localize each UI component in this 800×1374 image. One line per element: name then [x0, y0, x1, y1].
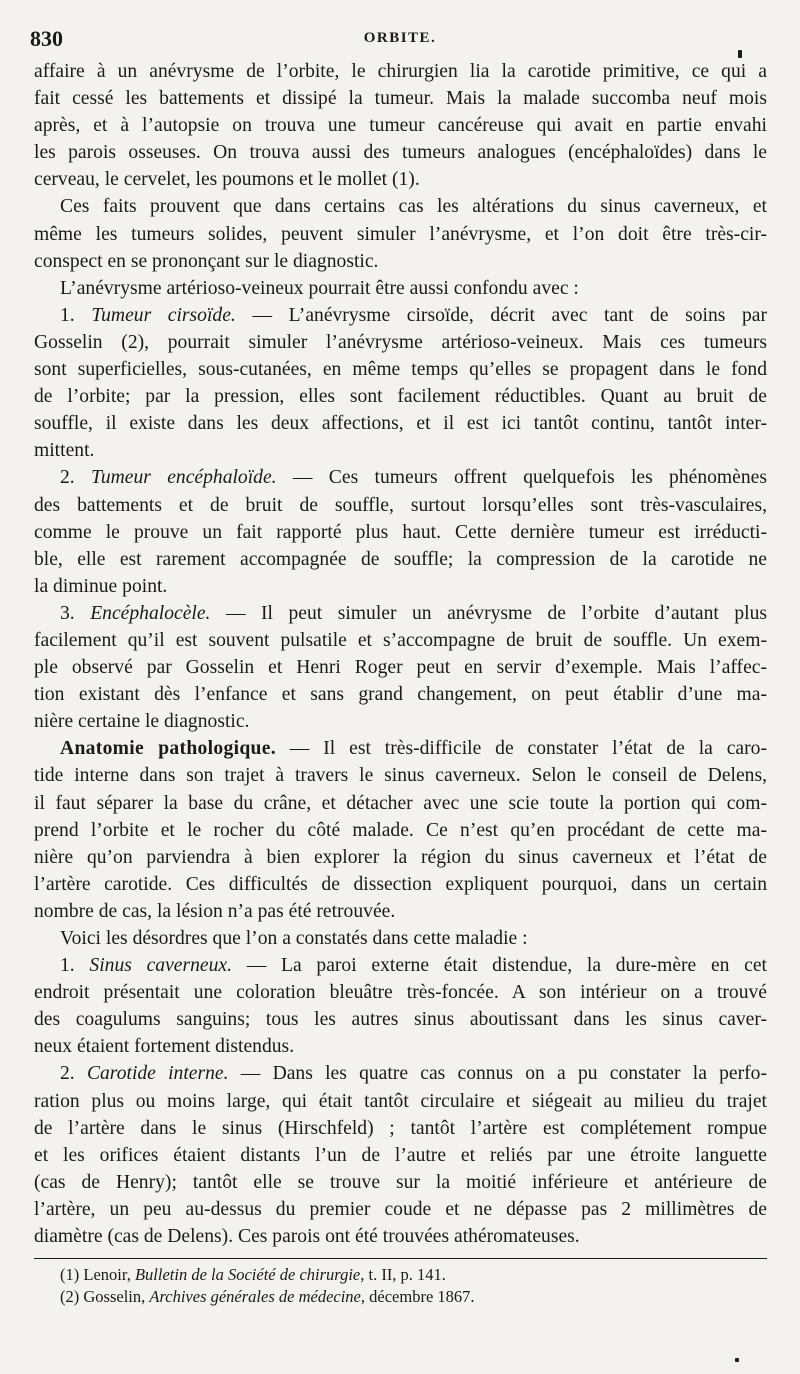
line-text: sont superficielles, sous-cutanées, en même temps qu’elles se propagent dans le fond — [34, 359, 767, 381]
text-line — [34, 654, 767, 681]
text-line — [34, 573, 767, 600]
line-text: et les orifices étaient distants l’un de l’autre et reliés par une étroite languette — [34, 1144, 767, 1166]
footnote-title: Archives générales de médecine, — [149, 1287, 366, 1306]
text-line — [34, 464, 767, 491]
line-text: — L’anévrysme cirsoïde, décrit avec tant de soins par — [235, 304, 767, 326]
line-text: L’anévrysme artérioso-veineux pourrait être aussi confondu avec : — [60, 277, 579, 299]
item-heading: Sinus caverneux. — [89, 955, 232, 977]
line-text: fait cessé les battements et dissipé la tumeur. Mais la malade succomba neuf mois — [34, 88, 767, 110]
text-line — [34, 708, 767, 735]
text-line — [34, 735, 767, 762]
section-heading: Anatomie pathologique. — [60, 738, 276, 760]
line-text: de l’orbite; par la pression, elles sont facilement réductibles. Quant au bruit de — [34, 386, 767, 408]
line-text: endroit présentait une coloration bleuâtre très-foncée. A son intérieur on a trouvé — [34, 982, 767, 1004]
text-line — [34, 600, 767, 627]
footnote — [60, 1264, 760, 1286]
footnote-title: Bulletin de la Société de chirurgie, — [134, 1265, 365, 1284]
text-line — [34, 1196, 767, 1223]
line-text: l’artère, un peu au-dessus du premier coude et ne dépasse pas 2 millimètres de — [34, 1198, 767, 1220]
text-line — [34, 248, 767, 275]
text-line — [34, 410, 767, 437]
item-number: 2. — [60, 1063, 87, 1085]
ink-mark — [738, 50, 742, 58]
line-text: il faut séparer la base du crâne, et détacher avec une scie toute la portion qui com- — [34, 792, 767, 814]
text-line — [34, 681, 767, 708]
text-line — [34, 329, 767, 356]
text-line — [34, 790, 767, 817]
text-line — [34, 1060, 767, 1087]
line-text: facilement qu’il est souvent pulsatile et s’accompagne de bruit de souffle. Un exem- — [34, 629, 767, 651]
text-line — [34, 221, 767, 248]
item-number: 3. — [60, 602, 91, 624]
line-text: souffle, il existe dans les deux affections, et il est ici tantôt continu, tantôt inter- — [34, 413, 767, 435]
text-line — [34, 1088, 767, 1115]
text-line — [34, 193, 767, 220]
text-line — [34, 871, 767, 898]
text-line — [34, 762, 767, 789]
line-text: même les tumeurs solides, peuvent simuler l’anévrysme, et l’on doit être très-cir- — [34, 223, 767, 245]
text-line — [34, 844, 767, 871]
text-line — [34, 166, 767, 193]
footnote-rest: t. II, p. 141. — [364, 1265, 446, 1284]
footnote — [60, 1286, 760, 1308]
line-text: affaire à un anévrysme de l’orbite, le chirurgien lia la carotide primitive, ce qui a — [34, 61, 767, 82]
text-line — [34, 437, 767, 464]
item-number: 1. — [60, 304, 92, 326]
line-text: nière certaine le diagnostic. — [34, 711, 250, 733]
text-line — [34, 898, 767, 925]
body-text — [34, 58, 767, 1250]
line-text: — Dans les quatre cas connus on a pu constater la perfo- — [228, 1063, 767, 1085]
line-text: des coagulums sanguins; tous les autres sinus aboutissant dans les sinus caver- — [34, 1009, 767, 1031]
item-number: 1. — [60, 955, 90, 977]
line-text: prend l’orbite et le rocher du côté malade. Ce n’est qu’en procédant de cette ma- — [34, 819, 767, 841]
line-text: diamètre (cas de Delens). Ces parois ont été trouvées athéromateuses. — [34, 1226, 580, 1248]
line-text: neux étaient fortement distendus. — [34, 1036, 295, 1058]
text-line — [34, 546, 767, 573]
text-line — [34, 85, 767, 112]
text-line — [34, 925, 767, 952]
text-line — [34, 302, 767, 329]
text-line — [34, 952, 767, 979]
line-text: — Ces tumeurs offrent quelquefois les phénomènes — [276, 467, 767, 489]
line-text: ration plus ou moins large, qui était tantôt circulaire et siégeait au milieu du trajet — [34, 1090, 767, 1112]
line-text: ple observé par Gosselin et Henri Roger peut en servir d’exemple. Mais l’affec- — [34, 657, 767, 679]
line-text: — La paroi externe était distendue, la dure-mère en cet — [232, 955, 767, 977]
item-heading: Tumeur cirsoïde. — [91, 304, 236, 326]
item-heading: Encéphalocèle. — [90, 602, 211, 624]
footnote-rest: décembre 1867. — [365, 1287, 475, 1306]
text-line — [34, 1006, 767, 1033]
footnote-rule — [34, 1258, 767, 1259]
text-line — [34, 1169, 767, 1196]
text-line — [34, 1115, 767, 1142]
page-number: 830 — [30, 26, 63, 51]
text-line — [34, 275, 767, 302]
text-line — [34, 492, 767, 519]
line-text: Gosselin (2), pourrait simuler l’anévrysme artérioso-veineux. Mais ces tumeurs — [34, 331, 767, 353]
text-line — [34, 1142, 767, 1169]
footnote-author: Lenoir, — [83, 1265, 135, 1284]
line-text: — Il peut simuler un anévrysme de l’orbite d’autant plus — [210, 602, 767, 624]
text-line — [34, 1223, 767, 1250]
text-line — [34, 356, 767, 383]
text-line — [34, 383, 767, 410]
running-title: ORBITE. — [363, 30, 437, 46]
page-header — [30, 26, 770, 56]
line-text: ble, elle est rarement accompagnée de souffle; la compression de la carotide ne — [34, 548, 767, 570]
line-text: comme le prouve un fait rapporté plus haut. Cette dernière tumeur est irréducti- — [34, 521, 767, 543]
line-text: nière qu’on parviendra à bien explorer la région du sinus caverneux et l’état de — [34, 846, 767, 868]
text-line — [34, 817, 767, 844]
line-text: Voici les désordres que l’on a constatés dans cette maladie : — [60, 928, 528, 949]
text-line — [34, 1033, 767, 1060]
line-text: après, et à l’autopsie on trouva une tumeur cancéreuse qui avait en partie envahi — [34, 115, 767, 137]
line-text: (cas de Henry); tantôt elle se trouve sur la moitié inférieure et antérieure de — [34, 1171, 767, 1193]
line-text: — Il est très-difficile de constater l’état de la caro- — [275, 738, 767, 760]
item-number: 2. — [60, 467, 92, 489]
text-line — [34, 519, 767, 546]
text-line — [34, 112, 767, 139]
line-text: la diminue point. — [34, 575, 168, 597]
line-text: conspect en se prononçant sur le diagnostic. — [34, 250, 379, 272]
item-heading: Carotide interne. — [86, 1063, 229, 1085]
text-line — [34, 627, 767, 654]
line-text: Ces faits prouvent que dans certains cas les altérations du sinus caverneux, et — [60, 196, 767, 218]
footnote-author: Gosselin, — [83, 1287, 150, 1306]
text-line — [34, 58, 767, 85]
item-heading: Tumeur encéphaloïde. — [91, 467, 277, 489]
line-text: tide interne dans son trajet à travers le sinus caverneux. Selon le conseil de Delens, — [34, 765, 767, 787]
line-text: l’artère carotide. Ces difficultés de dissection expliquent pourquoi, dans un certain — [34, 873, 767, 895]
line-text: mittent. — [34, 440, 95, 462]
text-line — [34, 139, 767, 166]
ink-mark — [735, 1358, 739, 1362]
footnote-number: (2) — [60, 1287, 84, 1306]
text-line — [34, 979, 767, 1006]
line-text: de l’artère dans le sinus (Hirschfeld) ; tantôt l’artère est complétement rompue — [34, 1117, 767, 1139]
line-text: tion existant dès l’enfance et sans grand changement, on peut établir d’une ma- — [34, 684, 767, 706]
footnote-number: (1) — [60, 1265, 84, 1284]
line-text: les parois osseuses. On trouva aussi des tumeurs analogues (encéphaloïdes) dans le — [34, 142, 767, 164]
footnotes — [60, 1264, 760, 1308]
line-text: cerveau, le cervelet, les poumons et le mollet (1). — [34, 169, 420, 191]
line-text: nombre de cas, la lésion n’a pas été retrouvée. — [34, 900, 396, 922]
line-text: des battements et de bruit de souffle, surtout lorsqu’elles sont très-vasculaires, — [34, 494, 767, 516]
